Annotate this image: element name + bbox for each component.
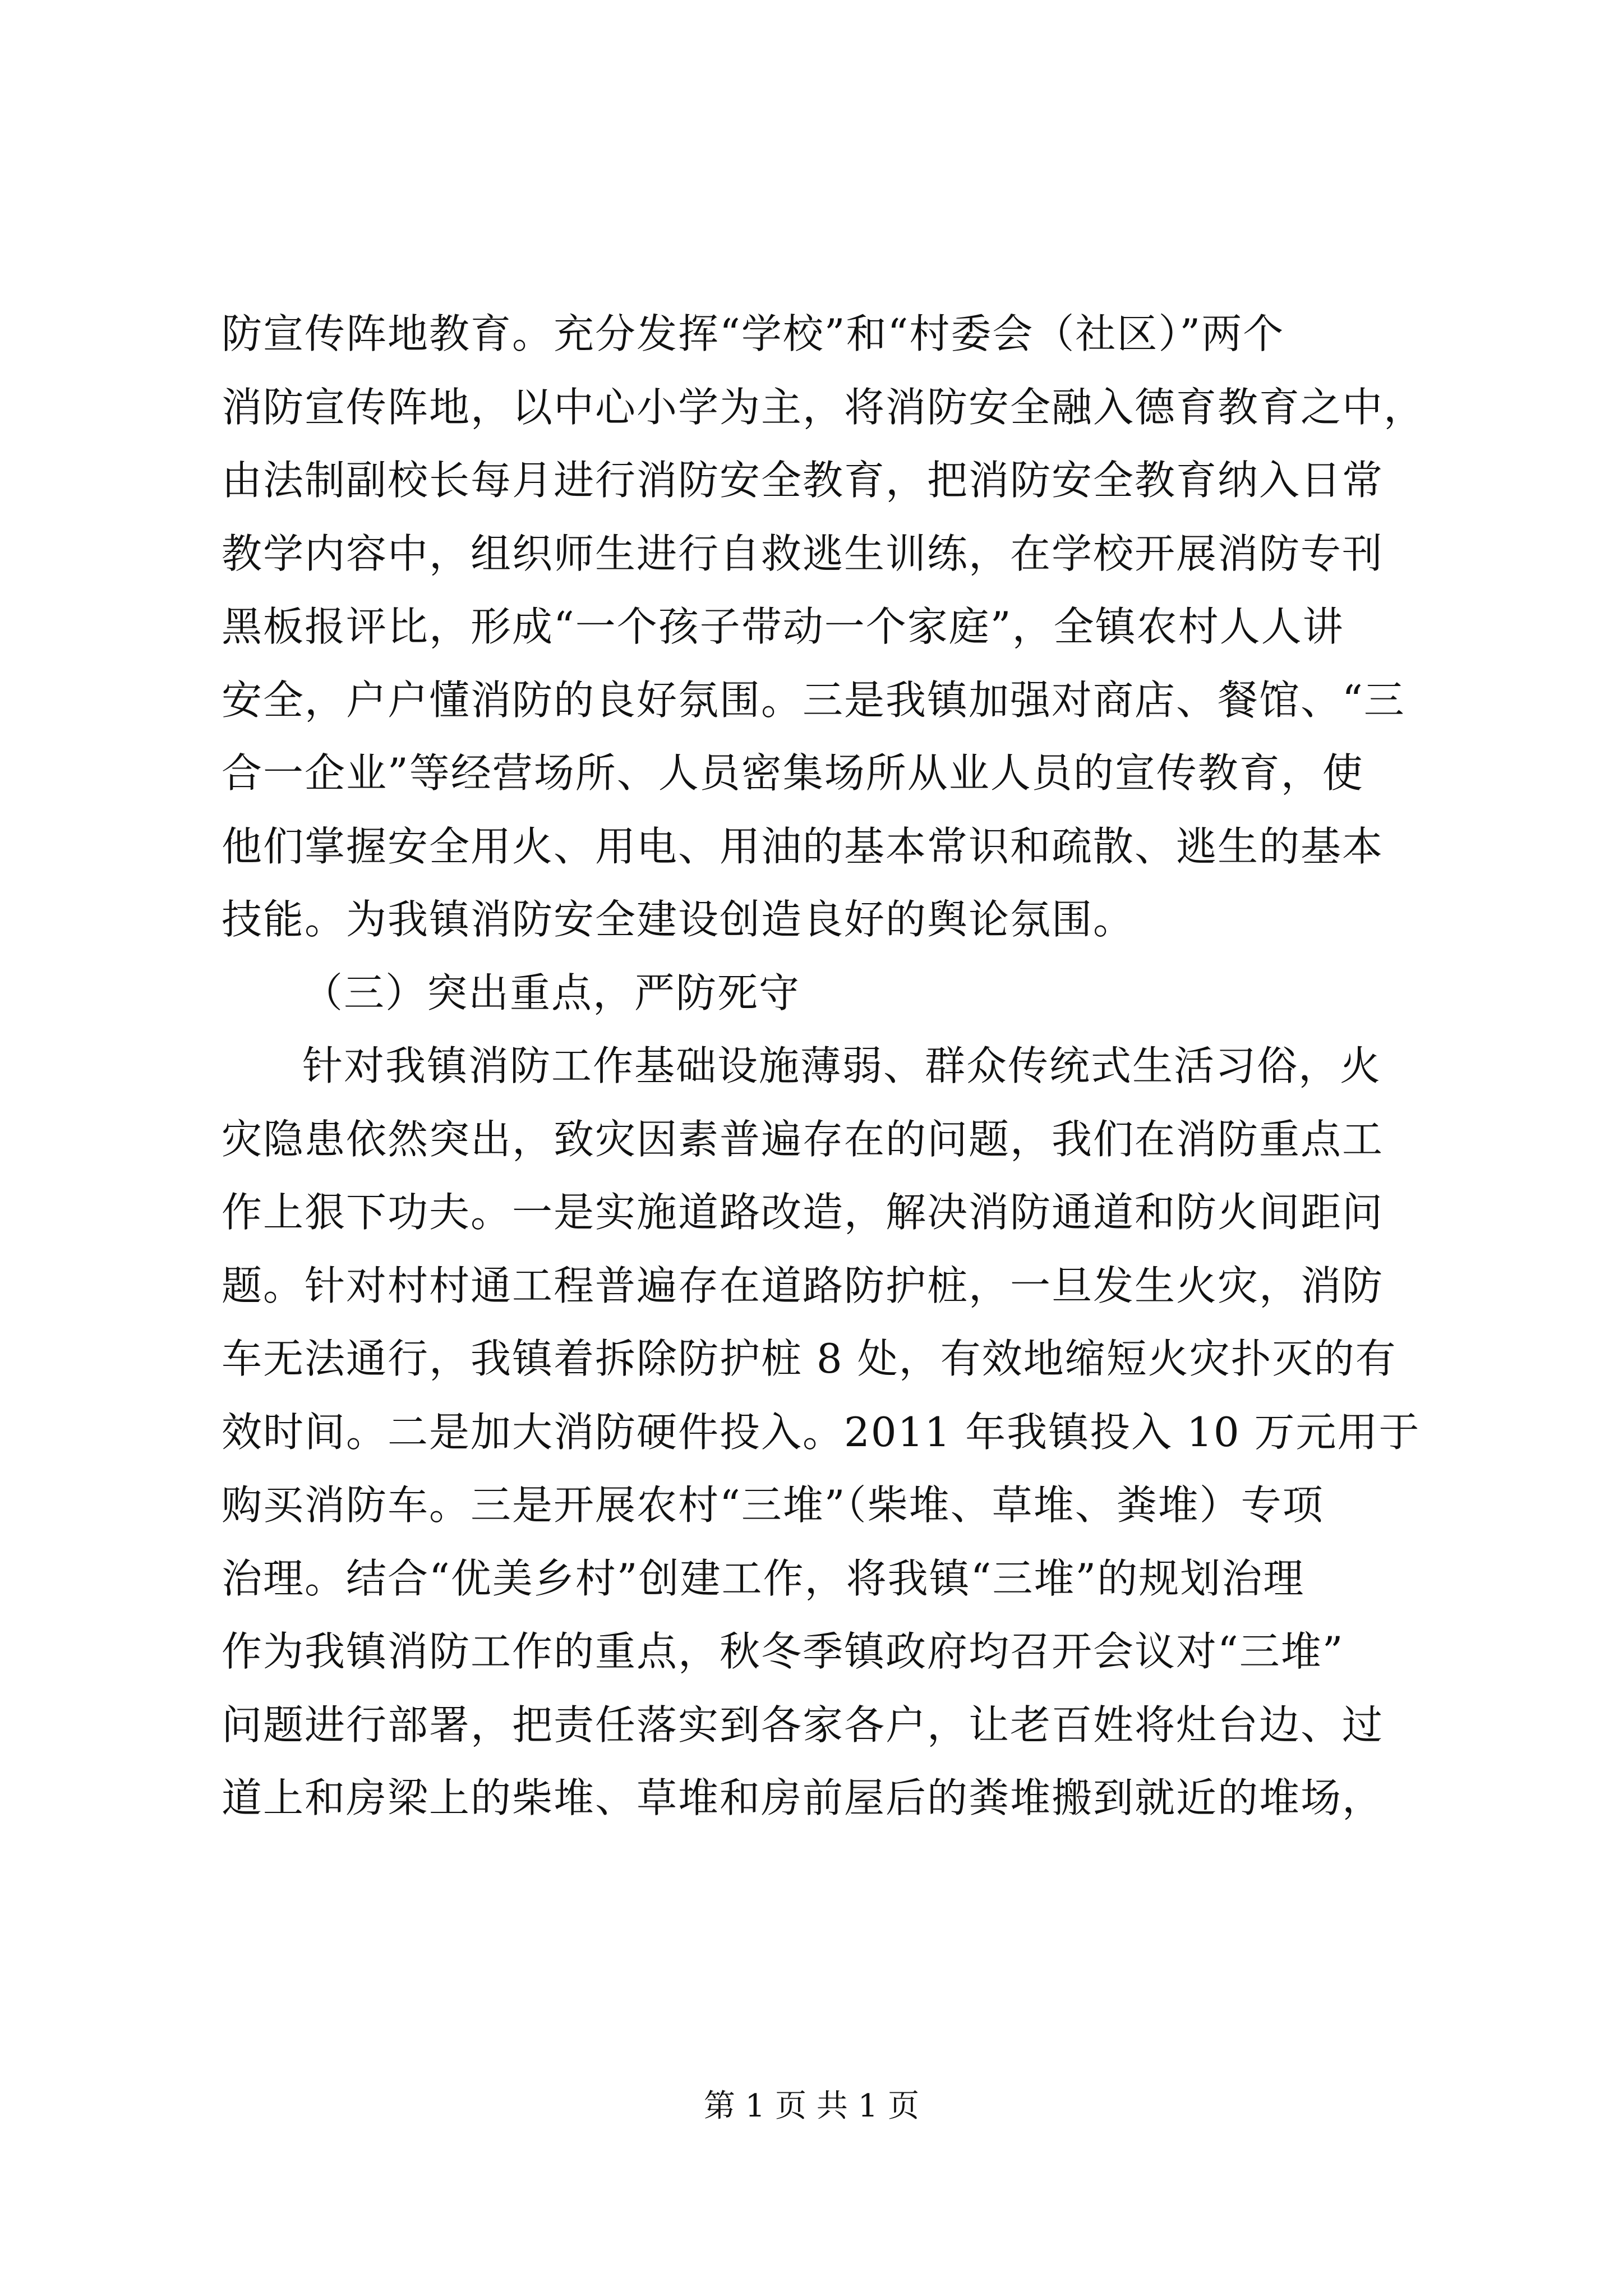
text-line: 由法制副校长每月进行消防安全教育，把消防安全教育纳入日常 bbox=[222, 457, 1384, 504]
text-line: 安全，户户懂消防的良好氛围。三是我镇加强对商店、餐馆、“三 bbox=[222, 676, 1405, 724]
text-line: 作上狠下功夫。一是实施道路改造，解决消防通道和防火间距问 bbox=[222, 1189, 1384, 1236]
text-line: 题。针对村村通工程普遍存在道路防护桩，一旦发生火灾，消防 bbox=[222, 1262, 1384, 1309]
text-line: 治理。结合“优美乡村”创建工作，将我镇“三堆”的规划治理 bbox=[222, 1554, 1305, 1602]
page-footer bbox=[0, 2087, 1623, 2126]
text-line: 效时间。二是加大消防硬件投入。2011 年我镇投入 10 万元用于 bbox=[222, 1408, 1421, 1456]
page-number-label: 第 1 页 共 1 页 bbox=[703, 2088, 920, 2124]
section-heading: （三）突出重点，严防死守 bbox=[302, 969, 801, 1016]
body-text bbox=[222, 297, 1426, 1835]
text-line: 灾隐患依然突出，致灾因素普遍存在的问题，我们在消防重点工 bbox=[222, 1115, 1384, 1163]
text-line: 黑板报评比，形成“一个孩子带动一个家庭”，全镇农村人人讲 bbox=[222, 603, 1344, 650]
text-line: 消防宣传阵地，以中心小学为主，将消防安全融入德育教育之中， bbox=[222, 383, 1426, 431]
paragraph-first-line: 针对我镇消防工作基础设施薄弱、群众传统式生活习俗，火 bbox=[302, 1042, 1382, 1089]
text-line: 防宣传阵地教育。充分发挥“学校”和“村委会（社区）”两个 bbox=[222, 310, 1285, 357]
text-line: 合一企业”等经营场所、人员密集场所从业人员的宣传教育，使 bbox=[222, 749, 1364, 797]
text-line: 购买消防车。三是开展农村“三堆”（柴堆、草堆、粪堆）专项 bbox=[222, 1481, 1324, 1529]
text-line: 作为我镇消防工作的重点，秋冬季镇政府均召开会议对“三堆” bbox=[222, 1628, 1344, 1675]
text-line: 道上和房梁上的柴堆、草堆和房前屋后的粪堆搬到就近的堆场， bbox=[222, 1774, 1384, 1821]
text-line: 问题进行部署，把责任落实到各家各户，让老百姓将灶台边、过 bbox=[222, 1701, 1384, 1749]
text-line: 车无法通行，我镇着拆除防护桩 8 处，有效地缩短火灾扑灭的有 bbox=[222, 1335, 1397, 1382]
text-line: 他们掌握安全用火、用电、用油的基本常识和疏散、逃生的基本 bbox=[222, 822, 1384, 870]
text-line: 教学内容中，组织师生进行自救逃生训练，在学校开展消防专刊 bbox=[222, 530, 1384, 577]
text-line: 技能。为我镇消防安全建设创造良好的舆论氛围。 bbox=[222, 896, 1135, 943]
